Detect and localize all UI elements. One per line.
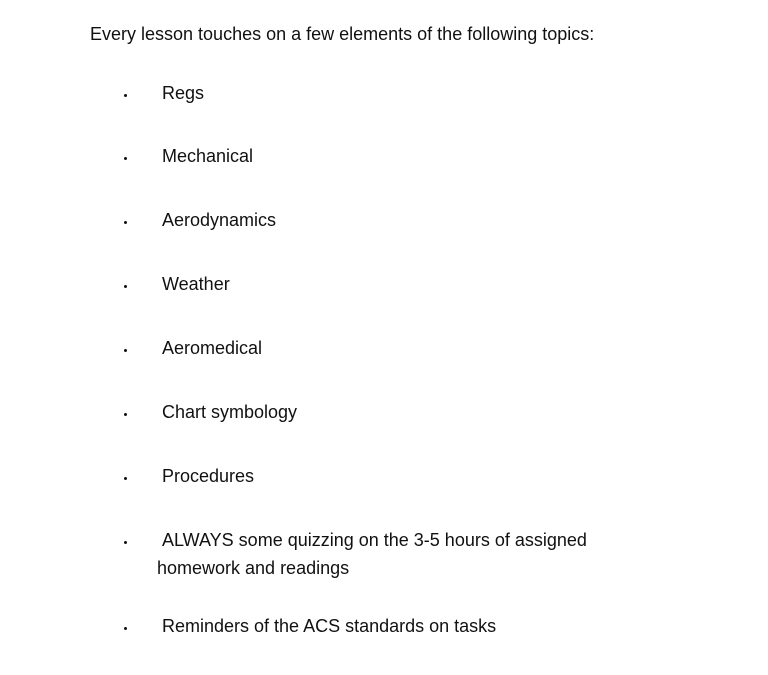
topic-text: Regs xyxy=(162,83,205,103)
topic-text: Mechanical xyxy=(162,146,254,166)
bullet-icon xyxy=(124,157,127,160)
topic-text: Aeromedical xyxy=(162,338,263,358)
bullet-icon xyxy=(124,221,127,224)
topic-text: Weather xyxy=(162,274,230,294)
topic-text: Chart symbology xyxy=(162,402,298,422)
intro-text: Every lesson touches on a few elements of the following topics: xyxy=(90,24,595,44)
bullet-icon xyxy=(124,285,127,288)
topic-text: Aerodynamics xyxy=(162,210,277,230)
bullet-icon xyxy=(124,349,127,352)
bullet-icon xyxy=(124,627,127,630)
bullet-icon xyxy=(124,413,127,416)
bullet-icon xyxy=(124,477,127,480)
topic-text: Reminders of the ACS standards on tasks xyxy=(162,616,497,636)
topic-text: Procedures xyxy=(162,466,255,486)
bullet-icon xyxy=(124,541,127,544)
bullet-icon xyxy=(124,94,127,97)
topic-text: ALWAYS some quizzing on the 3-5 hours of assigned homework and readings xyxy=(157,530,587,578)
